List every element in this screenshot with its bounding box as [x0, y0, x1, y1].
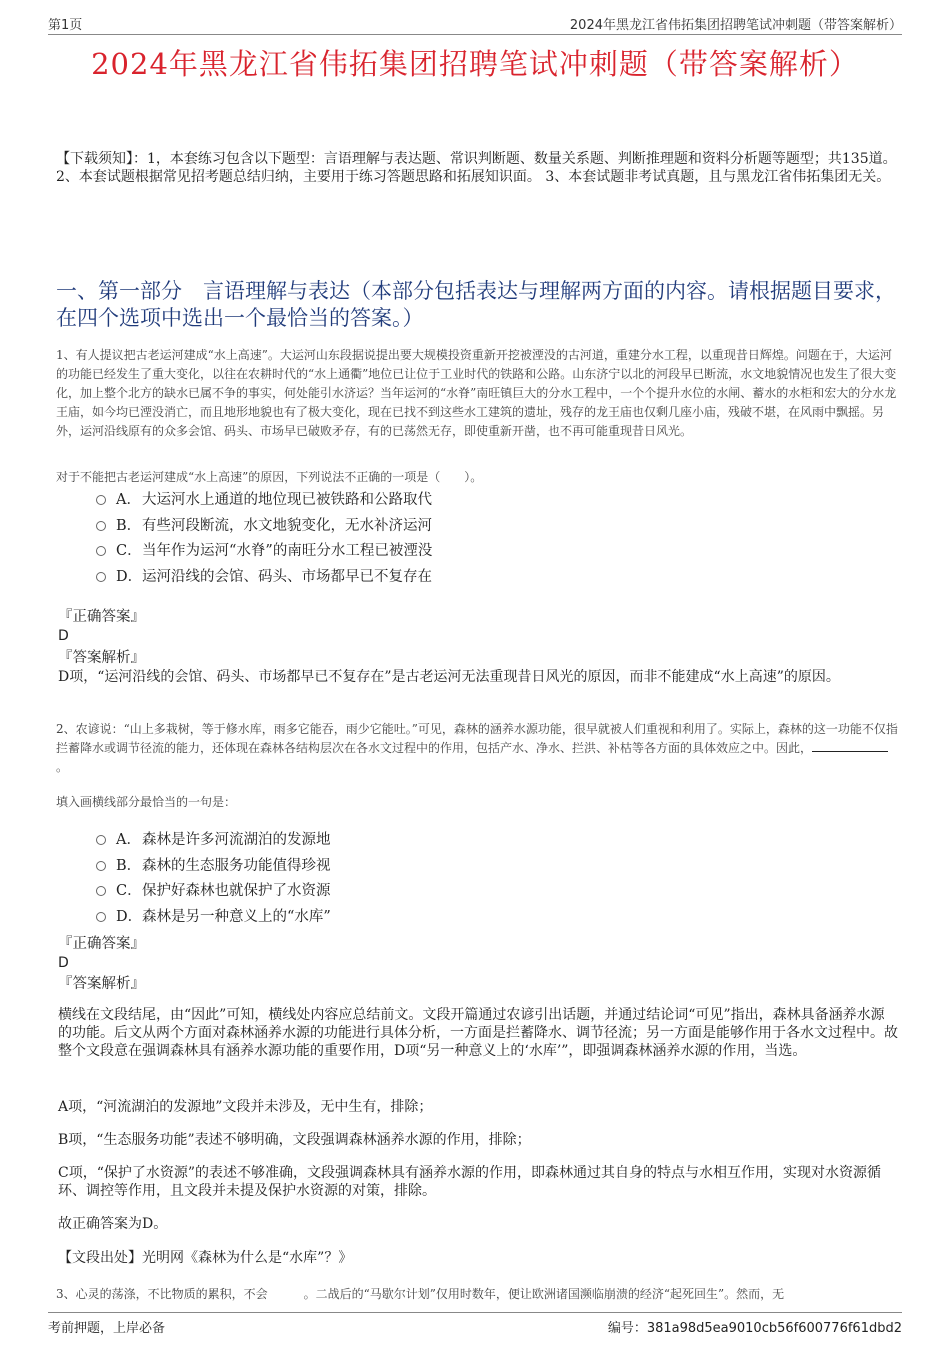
radio-icon[interactable] — [96, 912, 106, 922]
question-1-prompt: 对于不能把古老运河建成“水上高速”的原因，下列说法不正确的一项是（ ）。 — [56, 470, 483, 484]
radio-icon[interactable] — [96, 521, 106, 531]
radio-icon[interactable] — [96, 495, 106, 505]
question-1-options — [96, 486, 432, 588]
answer-label: 『正确答案』 — [58, 936, 145, 952]
analysis-option-a: A项，“河流湖泊的发源地”文段并未涉及，无中生有，排除； — [58, 1099, 433, 1115]
question-2-stem: 2、农谚说：“山上多栽树，等于修水库，雨多它能吞，雨少它能吐。”可见，森林的涵养水源功能，很早就被人们重视和利用了。实际上，森林的这一功能不仅指拦蓄降水或调节径流的能力，还体现在森林各结构层次在各水文过程中的作用，包括产水、净水、拦洪、补枯等各方面的具体效应之中。因此，。 — [56, 722, 898, 774]
answer-value: D — [58, 628, 69, 644]
analysis-label: 『答案解析』 — [58, 650, 145, 666]
analysis-label: 『答案解析』 — [58, 976, 145, 992]
option-a[interactable]: A． 大运河水上通道的地位现已被铁路和公路取代 — [96, 486, 432, 512]
fill-blank — [812, 739, 888, 752]
option-b[interactable]: B． 森林的生态服务功能值得珍视 — [96, 852, 331, 878]
answer-label: 『正确答案』 — [58, 609, 145, 625]
source-citation: 【文段出处】光明网《森林为什么是“水库”？》 — [58, 1250, 353, 1266]
option-d[interactable]: D． 运河沿线的会馆、码头、市场都早已不复存在 — [96, 563, 432, 589]
radio-icon[interactable] — [96, 886, 106, 896]
analysis-text: D项，“运河沿线的会馆、码头、市场都早已不复存在”是古老运河无法重现昔日风光的原因，而非不能建成“水上高速”的原因。 — [58, 669, 840, 685]
option-d[interactable]: D． 森林是另一种意义上的“水库” — [96, 903, 331, 929]
analysis-option-c: C项，“保护了水资源”的表述不够准确，文段强调森林具有涵养水源的作用，即森林通过其自身的特点与水相互作用，实现对水资源循环、调控等作用，且文段并未提及保护水资源的对策，排除。 — [58, 1165, 882, 1199]
page-header — [48, 14, 902, 35]
page-footer — [48, 1312, 902, 1336]
option-c[interactable]: C． 保护好森林也就保护了水资源 — [96, 877, 331, 903]
footer-slogan: 考前押题，上岸必备 — [48, 1321, 166, 1336]
answer-value: D — [58, 955, 69, 971]
download-notice: 【下载须知】：1，本套练习包含以下题型：言语理解与表达题、常识判断题、数量关系题、判断推理题和资料分析题等题型；共135道。 2、本套试题根据常见招考题总结归纳，主要用于练习答题思路和拓展知识面。 3、本套试题非考试真题，且与黑龙江省伟拓集团无关。 — [56, 151, 897, 185]
question-1-stem: 1、有人提议把古老运河建成“水上高速”。大运河山东段据说提出要大规模投资重新开挖被湮没的古河道，重建分水工程，以重现昔日辉煌。问题在于，大运河的功能已经发生了重大变化，以往在农耕时代的“水上通衢”地位已让位于工业时代的铁路和公路。山东济宁以北的河段早已断流，水文地貌情况也发生了很大变化，加上整个北方的缺水已属不争的事实，何处能引水济运？当年运河的“水脊”南旺镇巨大的分水工程中，一个个提升水位的水闸、蓄水的水柜和宏大的分水龙王庙，如今均已湮没消亡，而且地形地貌也有了极大变化，现在已找不到这些水工建筑的遗址，残存的龙王庙也仅剩几座小庙，残破不堪，在风雨中飘摇。另外，运河沿线原有的众多会馆、码头、市场早已破败矛存，有的已荡然无存，即使重新开凿，也不再可能重现昔日风光。 — [56, 348, 897, 438]
document-title: 2024年黑龙江省伟拓集团招聘笔试冲刺题（带答案解析） — [91, 47, 859, 81]
radio-icon[interactable] — [96, 861, 106, 871]
option-a[interactable]: A． 森林是许多河流湖泊的发源地 — [96, 826, 331, 852]
section-heading: 一、第一部分 言语理解与表达（本部分包括表达与理解两方面的内容。请根据题目要求，在四个选项中选出一个最恰当的答案。） — [56, 279, 896, 330]
radio-icon[interactable] — [96, 546, 106, 556]
question-2-options — [96, 826, 331, 928]
analysis-text: 横线在文段结尾，由“因此”可知，横线处内容应总结前文。文段开篇通过农谚引出话题，并通过结论词“可见”指出，森林具备涵养水源的功能。后文从两个方面对森林涵养水源的功能进行具体分析，一方面是拦蓄降水、调节径流；另一方面是能够作用于各水文过程中。故整个文段意在强调森林具有涵养水源功能的重要作用，D项“另一种意义上的‘水库’”，即强调森林涵养水源的作用，当选。 — [58, 1007, 898, 1059]
question-3-stem: 3、心灵的荡涤，不比物质的累积，不会 。二战后的“马歇尔计划”仅用时数年，便让欧洲诸国濒临崩溃的经济“起死回生”。然而，无 — [56, 1287, 785, 1301]
question-2-prompt: 填入画横线部分最恰当的一句是： — [56, 795, 237, 809]
page-number: 第1页 — [48, 18, 83, 33]
footer-code: 编号：381a98d5ea9010cb56f600776f61dbd2 — [607, 1321, 902, 1336]
header-doc-title: 2024年黑龙江省伟拓集团招聘笔试冲刺题（带答案解析） — [569, 18, 902, 33]
analysis-option-b: B项，“生态服务功能”表述不够明确，文段强调森林涵养水源的作用，排除； — [58, 1132, 531, 1148]
option-b[interactable]: B． 有些河段断流，水文地貌变化，无水补济运河 — [96, 512, 432, 538]
conclusion: 故正确答案为D。 — [58, 1216, 168, 1232]
option-c[interactable]: C． 当年作为运河“水脊”的南旺分水工程已被湮没 — [96, 537, 432, 563]
radio-icon[interactable] — [96, 572, 106, 582]
radio-icon[interactable] — [96, 835, 106, 845]
